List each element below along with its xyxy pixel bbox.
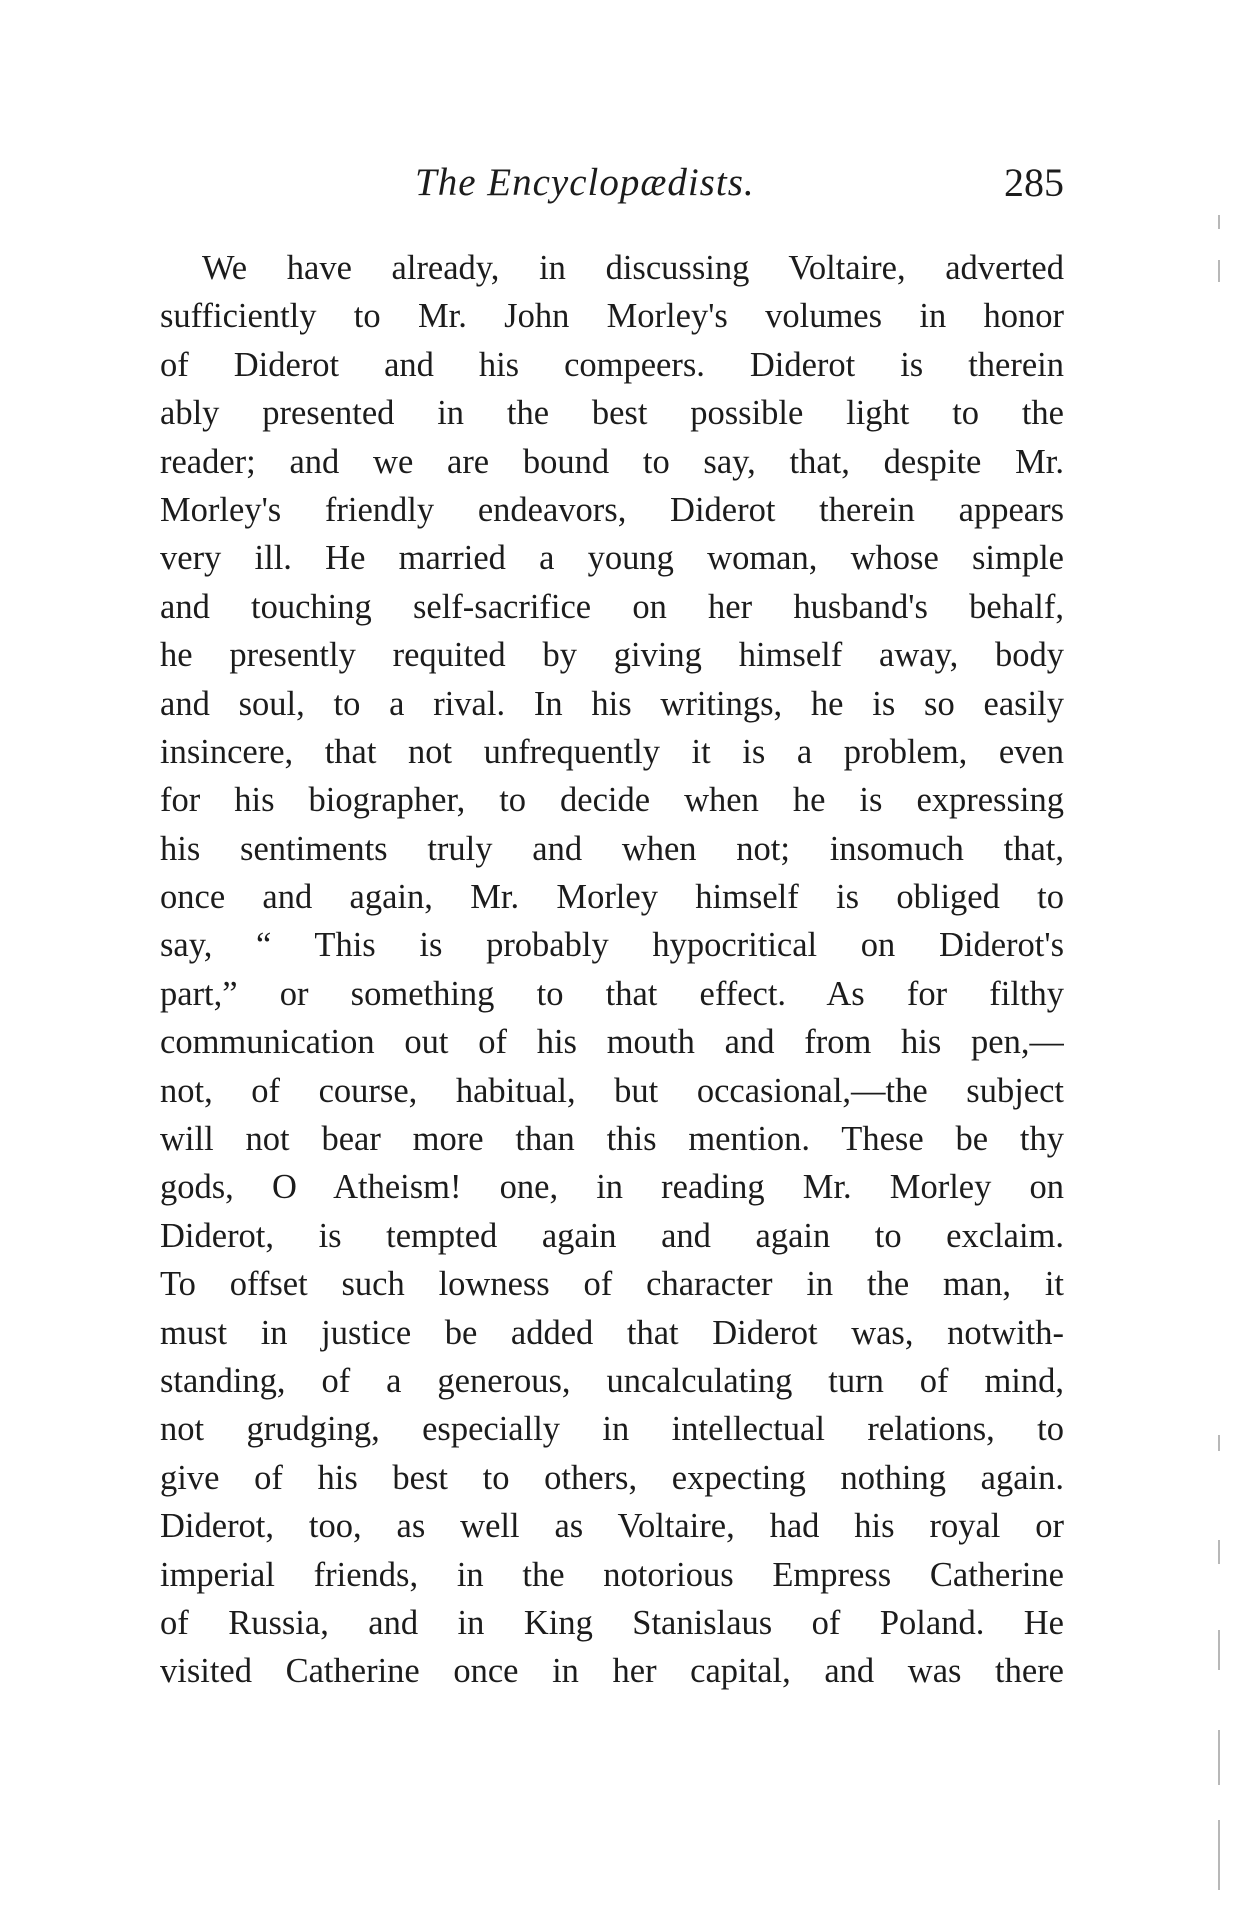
scan-speck (1218, 260, 1220, 282)
running-head (160, 158, 1064, 208)
text-line: and soul, to a rival. In his writings, he is so easily (160, 684, 1064, 723)
text-line: We have already, in discussing Voltaire, adverted (202, 249, 1064, 287)
text-line: visited Catherine once in her capital, and was there (160, 1652, 1064, 1691)
text-line: imperial friends, in the notorious Empress Catherine (160, 1555, 1064, 1594)
running-title: The Encyclopædists. (415, 161, 755, 204)
text-line: not grudging, especially in intellectual relations, to (160, 1410, 1064, 1449)
text-line: part,” or something to that effect. As for filthy (160, 974, 1064, 1013)
text-line: gods, O Atheism! one, in reading Mr. Morley on (160, 1168, 1064, 1207)
text-line: say, “ This is probably hypocritical on Diderot's (160, 926, 1064, 965)
text-line: ably presented in the best possible light to the (160, 394, 1064, 433)
body-text (160, 244, 1064, 1696)
scan-speck (1218, 1540, 1220, 1564)
text-line: give of his best to others, expecting nothing again. (160, 1458, 1064, 1497)
text-line: To offset such lowness of character in the man, it (160, 1265, 1064, 1304)
text-line: will not bear more than this mention. These be thy (160, 1120, 1064, 1159)
text-line: standing, of a generous, uncalculating turn of mind, (160, 1361, 1064, 1400)
scan-speck (1218, 1820, 1220, 1890)
text-line: reader; and we are bound to say, that, despite Mr. (160, 442, 1064, 481)
page-number: 285 (1004, 160, 1064, 205)
scan-speck (1218, 1630, 1220, 1670)
text-line: his sentiments truly and when not; insomuch that, (160, 829, 1064, 868)
text-line: communication out of his mouth and from his pen,— (160, 1023, 1064, 1062)
text-line: of Russia, and in King Stanislaus of Poland. He (160, 1603, 1064, 1642)
scan-speck (1218, 215, 1220, 229)
text-line: very ill. He married a young woman, whose simple (160, 539, 1064, 578)
text-line: Diderot, too, as well as Voltaire, had his royal or (160, 1507, 1064, 1546)
text-line: must in justice be added that Diderot was, notwith- (160, 1313, 1064, 1352)
text-line: sufficiently to Mr. John Morley's volumes in honor (160, 297, 1064, 336)
text-line: not, of course, habitual, but occasional,—the subject (160, 1071, 1064, 1110)
text-line: he presently requited by giving himself away, body (160, 636, 1064, 675)
text-line: and touching self-sacrifice on her husband's behalf, (160, 587, 1064, 626)
text-line: insincere, that not unfrequently it is a problem, even (160, 732, 1064, 771)
text-line: Diderot, is tempted again and again to exclaim. (160, 1216, 1064, 1255)
text-line: for his biographer, to decide when he is expressing (160, 781, 1064, 820)
gutter-scan-marks (1218, 200, 1224, 1900)
text-line: Morley's friendly endeavors, Diderot therein appears (160, 490, 1064, 529)
text-line: once and again, Mr. Morley himself is obliged to (160, 878, 1064, 917)
scan-speck (1218, 1435, 1220, 1451)
text-line: of Diderot and his compeers. Diderot is therein (160, 345, 1064, 384)
scan-speck (1218, 1730, 1220, 1785)
